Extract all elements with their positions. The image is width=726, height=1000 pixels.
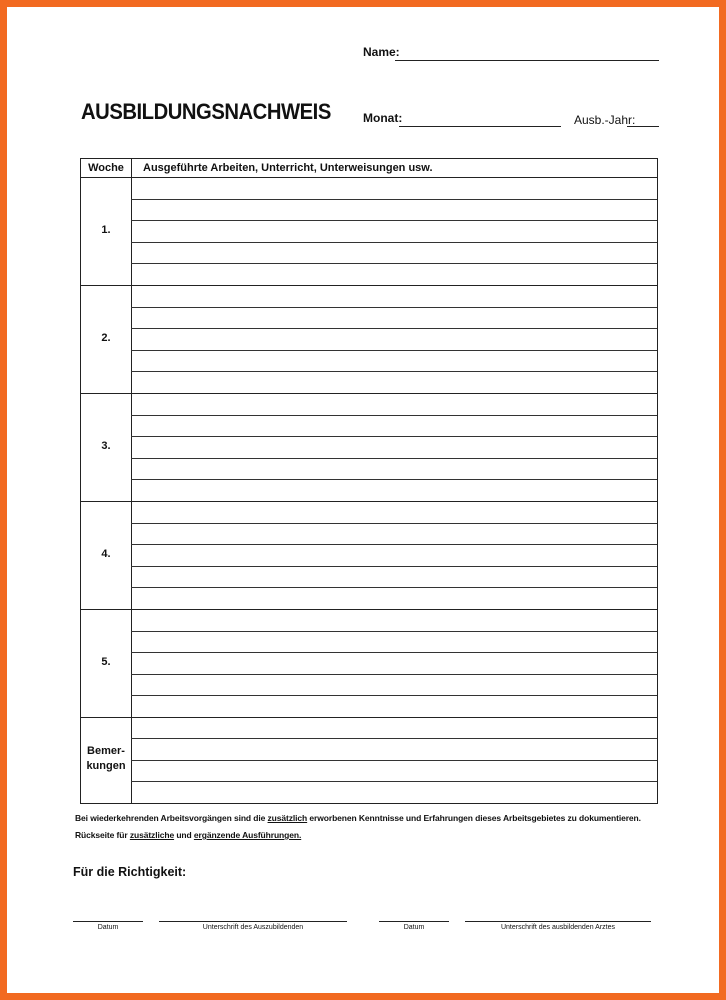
name-field-line[interactable] bbox=[395, 60, 659, 61]
week-label: 4. bbox=[101, 548, 111, 560]
ausb-jahr-label: Ausb.-Jahr: bbox=[574, 113, 636, 127]
bemerkungen-label bbox=[81, 744, 131, 774]
signature-label-arzt: Unterschrift des ausbildenden Arztes bbox=[500, 924, 615, 931]
week-divider bbox=[81, 609, 657, 610]
writing-line[interactable] bbox=[131, 523, 657, 524]
note-emphasis: zusätzliche bbox=[129, 830, 175, 840]
signature-label-auszubildender: Unterschrift des Auszubildenden bbox=[202, 924, 304, 931]
writing-line[interactable] bbox=[131, 242, 657, 243]
writing-line[interactable] bbox=[131, 544, 657, 545]
writing-line[interactable] bbox=[131, 652, 657, 653]
writing-line[interactable] bbox=[131, 263, 657, 264]
note-text: Rückseite für bbox=[75, 830, 130, 840]
writing-line[interactable] bbox=[131, 436, 657, 437]
signature-line-auszubildender[interactable] bbox=[159, 921, 347, 922]
week-divider bbox=[81, 393, 657, 394]
writing-line[interactable] bbox=[131, 350, 657, 351]
writing-line[interactable] bbox=[131, 738, 657, 739]
datum-line-2[interactable] bbox=[379, 921, 449, 922]
week-label: 1. bbox=[101, 224, 111, 236]
richtigkeit-label: Für die Richtigkeit: bbox=[73, 865, 187, 879]
column-header-arbeiten: Ausgeführte Arbeiten, Unterricht, Unterweisungen usw. bbox=[143, 162, 433, 174]
week-divider bbox=[81, 285, 657, 286]
writing-line[interactable] bbox=[131, 328, 657, 329]
writing-line[interactable] bbox=[131, 220, 657, 221]
ausb-jahr-field-line[interactable] bbox=[627, 126, 659, 127]
note-text: erworbenen Kenntnisse und Erfahrungen dieses Arbeitsgebietes zu dokumentieren. bbox=[307, 813, 641, 823]
report-table bbox=[80, 158, 658, 804]
document-title: AUSBILDUNGSNACHWEIS bbox=[81, 99, 331, 124]
writing-line[interactable] bbox=[131, 371, 657, 372]
writing-line[interactable] bbox=[131, 307, 657, 308]
datum-label-1: Datum bbox=[97, 924, 119, 931]
datum-line-1[interactable] bbox=[73, 921, 143, 922]
monat-field-line[interactable] bbox=[399, 126, 561, 127]
note-line-1 bbox=[75, 813, 641, 823]
bemerkungen-divider bbox=[81, 717, 657, 718]
week-label: 3. bbox=[101, 440, 111, 452]
column-header-woche: Woche bbox=[88, 162, 124, 174]
bemerkungen-label-line: kungen bbox=[86, 759, 126, 772]
week-divider bbox=[81, 501, 657, 502]
header-divider bbox=[81, 177, 657, 178]
writing-line[interactable] bbox=[131, 760, 657, 761]
bemerkungen-label-line: Bemer- bbox=[87, 744, 125, 757]
datum-label-2: Datum bbox=[403, 924, 425, 931]
writing-line[interactable] bbox=[131, 631, 657, 632]
writing-line[interactable] bbox=[131, 415, 657, 416]
writing-line[interactable] bbox=[131, 199, 657, 200]
writing-line[interactable] bbox=[131, 781, 657, 782]
writing-line[interactable] bbox=[131, 695, 657, 696]
writing-line[interactable] bbox=[131, 566, 657, 567]
writing-line[interactable] bbox=[131, 587, 657, 588]
writing-line[interactable] bbox=[131, 479, 657, 480]
name-label: Name: bbox=[363, 45, 400, 59]
note-emphasis: zusätzlich bbox=[267, 813, 308, 823]
note-line-2 bbox=[75, 830, 301, 840]
week-label: 5. bbox=[101, 656, 111, 668]
week-label: 2. bbox=[101, 332, 111, 344]
note-text: Bei wiederkehrenden Arbeitsvorgängen sind die bbox=[75, 813, 268, 823]
note-text: und bbox=[174, 830, 194, 840]
writing-line[interactable] bbox=[131, 458, 657, 459]
note-emphasis: ergänzende Ausführungen. bbox=[193, 830, 302, 840]
signature-line-arzt[interactable] bbox=[465, 921, 651, 922]
monat-label: Monat: bbox=[363, 111, 403, 125]
woche-column-divider bbox=[131, 159, 132, 803]
writing-line[interactable] bbox=[131, 674, 657, 675]
